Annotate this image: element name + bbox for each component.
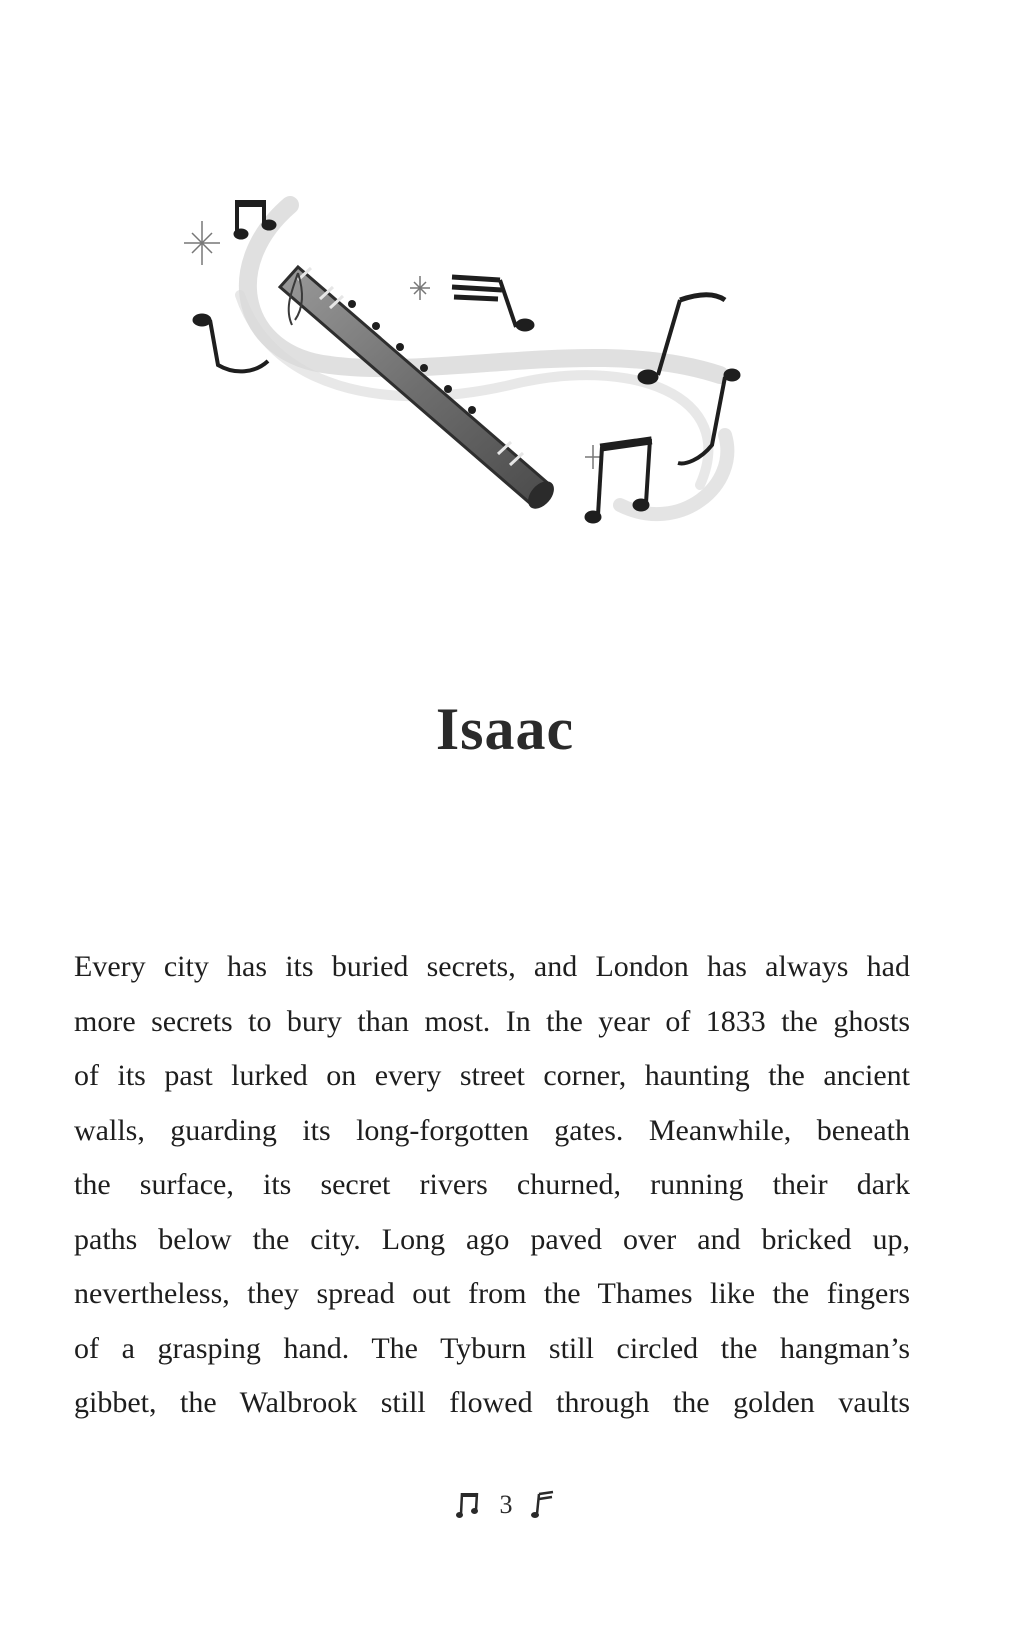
text-line: of its past lurked on every street corner, haunting the ancient (74, 1059, 910, 1092)
text-line: gibbet, the Walbrook still flowed through the golden vaults (74, 1386, 910, 1419)
text-line: more secrets to bury than most. In the year of 1833 the ghosts (74, 1004, 910, 1038)
body-text (74, 940, 910, 1431)
text-line: nevertheless, they spread out from the Thames like the fingers (74, 1277, 910, 1310)
music-note-icon (456, 1490, 482, 1520)
chapter-illustration (180, 185, 780, 575)
chapter-title: Isaac (435, 696, 575, 762)
text-line: of a grasping hand. The Tyburn still circled the hangman’s (74, 1331, 910, 1365)
text-line: the surface, its secret rivers churned, running their dark (74, 1168, 910, 1201)
page-number: 3 (499, 1490, 513, 1519)
music-swirl (240, 205, 727, 514)
text-line: paths below the city. Long ago paved over and bricked up, (74, 1222, 910, 1256)
music-note-icon (531, 1490, 555, 1520)
flute-icon (280, 267, 559, 514)
text-line: walls, guarding its long-forgotten gates. Meanwhile, beneath (74, 1113, 910, 1147)
text-line: Every city has its buried secrets, and London has always had (74, 950, 910, 983)
page-footer (0, 1490, 1010, 1520)
